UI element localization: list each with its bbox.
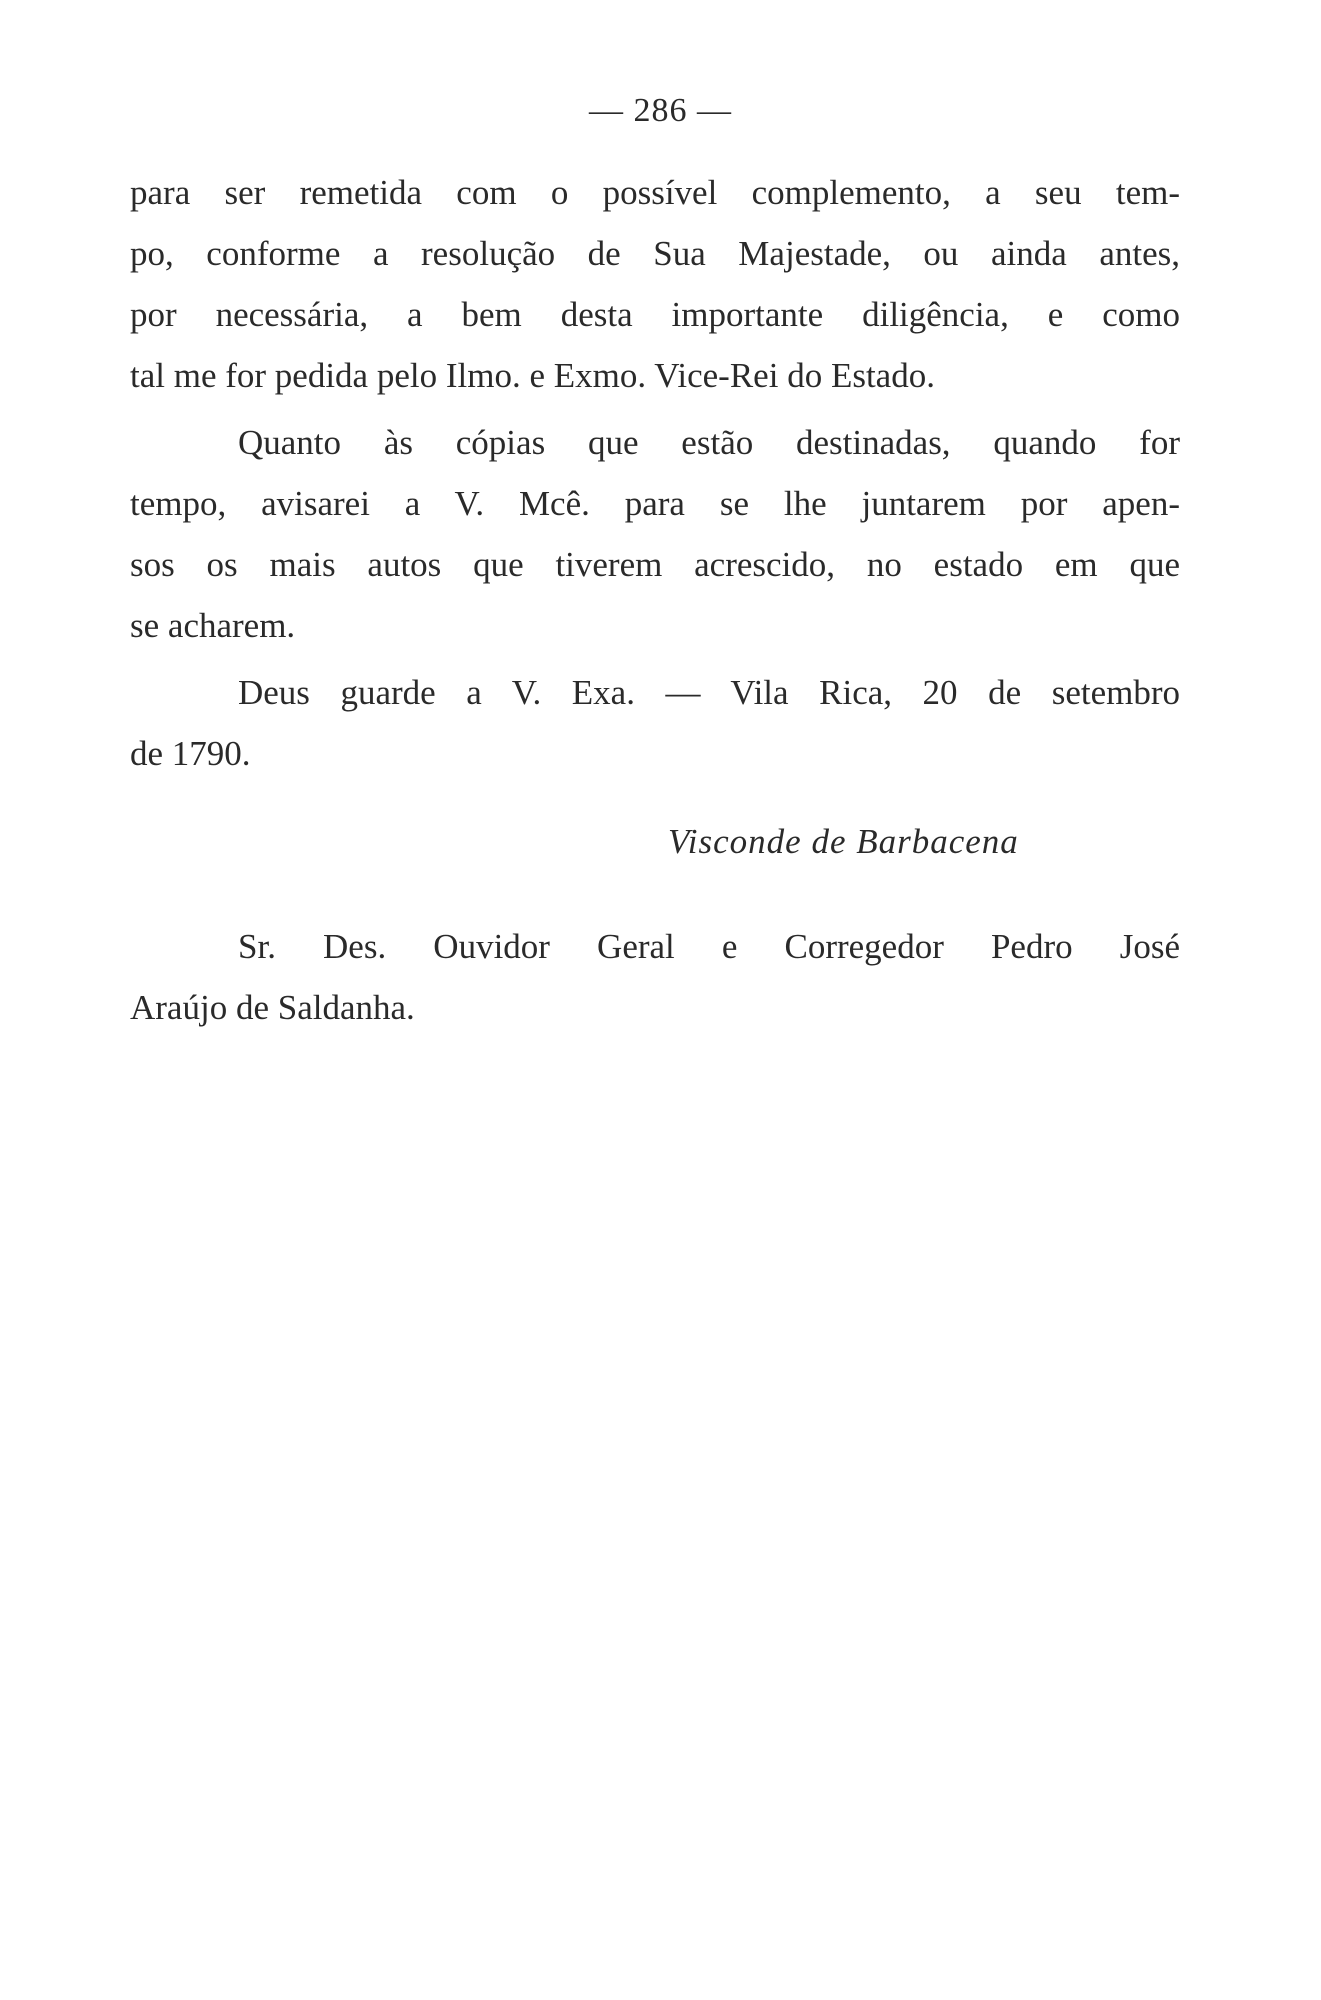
text-line: sos os mais autos que tiverem acrescido, no estado em que [130, 545, 1180, 584]
text-line: Araújo de Saldanha. [130, 988, 415, 1027]
text-line: por necessária, a bem desta importante diligência, e como [130, 295, 1180, 334]
text-line: Quanto às cópias que estão destinadas, quando for [238, 423, 1180, 462]
paragraph-2 [130, 412, 1180, 656]
addressee [130, 916, 1180, 1038]
paragraph-1 [130, 162, 1180, 406]
text-line: tal me for pedida pelo Ilmo. e Exmo. Vice-Rei do Estado. [130, 356, 935, 395]
text-line: po, conforme a resolução de Sua Majestade, ou ainda antes, [130, 234, 1180, 273]
closing-paragraph [130, 662, 1180, 784]
text-line: Sr. Des. Ouvidor Geral e Corregedor Pedro José [238, 927, 1180, 966]
text-line: de 1790. [130, 734, 251, 773]
text-line: Deus guarde a V. Exa. — Vila Rica, 20 de setembro [238, 673, 1180, 712]
text-line: para ser remetida com o possível complemento, a seu tem- [130, 173, 1180, 212]
text-line: se acharem. [130, 606, 296, 645]
signature: Visconde de Barbacena [668, 822, 1019, 861]
page-number: — 286 — [589, 92, 732, 129]
text-line: tempo, avisarei a V. Mcê. para se lhe juntarem por apen- [130, 484, 1180, 523]
